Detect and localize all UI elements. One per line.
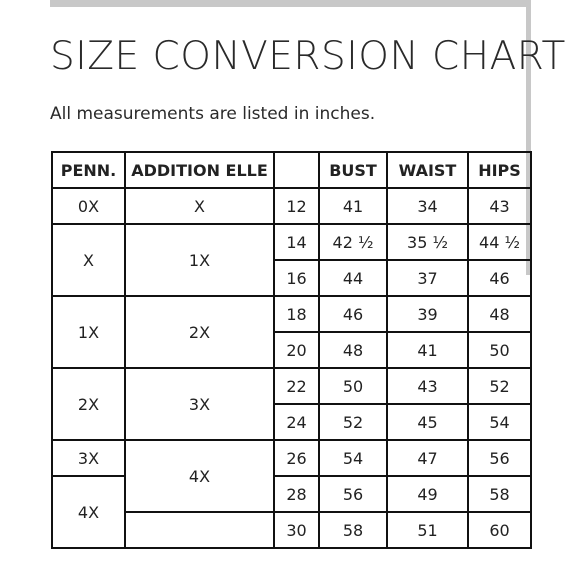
hips-cell: 44 ½: [468, 224, 531, 260]
waist-cell: 45: [387, 404, 468, 440]
page-subtitle: All measurements are listed in inches.: [50, 104, 376, 124]
header-penn: PENN.: [52, 152, 125, 188]
waist-cell: 34: [387, 188, 468, 224]
bust-cell: 52: [319, 404, 387, 440]
numeric-size-cell: 24: [274, 404, 319, 440]
numeric-size-cell: 28: [274, 476, 319, 512]
bust-cell: 42 ½: [319, 224, 387, 260]
header-row: [52, 152, 531, 188]
bust-cell: 56: [319, 476, 387, 512]
table-row: [52, 188, 531, 224]
penn-size-cell: 1X: [52, 296, 125, 368]
addition-elle-size-cell: 2X: [125, 296, 274, 368]
addition-elle-size-cell: 3X: [125, 368, 274, 440]
hips-cell: 52: [468, 368, 531, 404]
penn-size-cell: 4X: [52, 476, 125, 548]
bust-cell: 41: [319, 188, 387, 224]
addition-elle-size-cell: [125, 512, 274, 548]
header-addition-elle: ADDITION ELLE: [125, 152, 274, 188]
numeric-size-cell: 26: [274, 440, 319, 476]
waist-cell: 51: [387, 512, 468, 548]
header-size: [274, 152, 319, 188]
top-scroll-edge: [50, 0, 530, 7]
table-row: [52, 476, 531, 512]
hips-cell: 43: [468, 188, 531, 224]
hips-cell: 46: [468, 260, 531, 296]
penn-size-cell: 0X: [52, 188, 125, 224]
numeric-size-cell: 12: [274, 188, 319, 224]
hips-cell: 50: [468, 332, 531, 368]
waist-cell: 35 ½: [387, 224, 468, 260]
header-bust: BUST: [319, 152, 387, 188]
addition-elle-size-cell: 1X: [125, 224, 274, 296]
numeric-size-cell: 18: [274, 296, 319, 332]
penn-size-cell: 2X: [52, 368, 125, 440]
hips-cell: 54: [468, 404, 531, 440]
table-row: [52, 224, 531, 260]
waist-cell: 43: [387, 368, 468, 404]
table-row: [52, 440, 531, 476]
waist-cell: 37: [387, 260, 468, 296]
numeric-size-cell: 16: [274, 260, 319, 296]
hips-cell: 48: [468, 296, 531, 332]
addition-elle-size-cell: 4X: [125, 440, 274, 512]
hips-cell: 60: [468, 512, 531, 548]
page-title: SIZE CONVERSION CHART: [50, 34, 566, 79]
hips-cell: 56: [468, 440, 531, 476]
waist-cell: 39: [387, 296, 468, 332]
bust-cell: 58: [319, 512, 387, 548]
waist-cell: 47: [387, 440, 468, 476]
bust-cell: 50: [319, 368, 387, 404]
addition-elle-size-cell: X: [125, 188, 274, 224]
header-waist: WAIST: [387, 152, 468, 188]
header-hips: HIPS: [468, 152, 531, 188]
numeric-size-cell: 14: [274, 224, 319, 260]
numeric-size-cell: 22: [274, 368, 319, 404]
hips-cell: 58: [468, 476, 531, 512]
table-row: [52, 368, 531, 404]
waist-cell: 49: [387, 476, 468, 512]
bust-cell: 54: [319, 440, 387, 476]
bust-cell: 46: [319, 296, 387, 332]
numeric-size-cell: 20: [274, 332, 319, 368]
table-row: [52, 296, 531, 332]
bust-cell: 44: [319, 260, 387, 296]
penn-size-cell: 3X: [52, 440, 125, 476]
bust-cell: 48: [319, 332, 387, 368]
numeric-size-cell: 30: [274, 512, 319, 548]
size-conversion-table: [51, 151, 532, 549]
penn-size-cell: X: [52, 224, 125, 296]
waist-cell: 41: [387, 332, 468, 368]
